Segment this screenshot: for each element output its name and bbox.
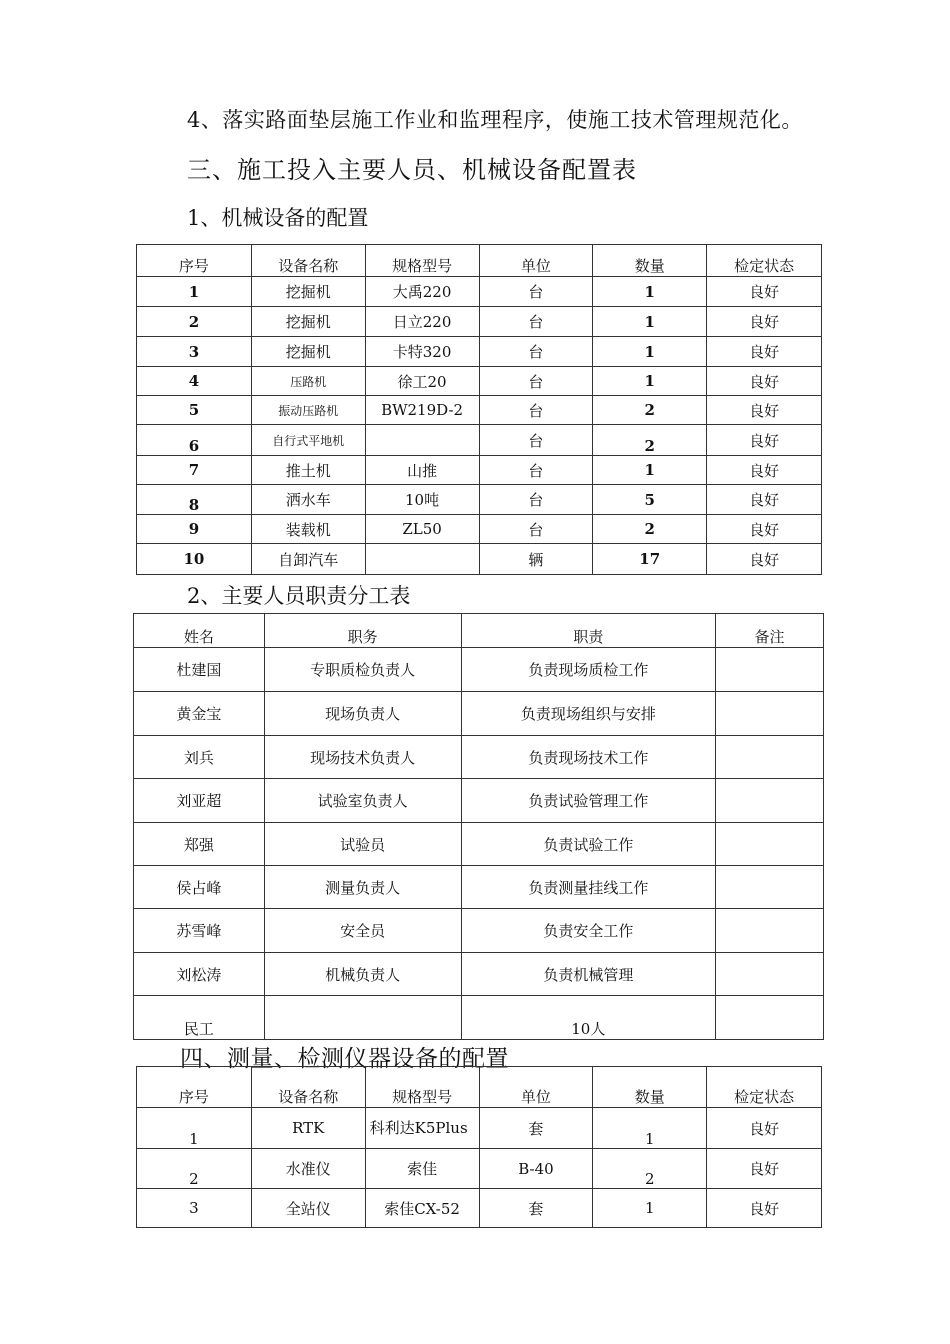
table-cell bbox=[716, 996, 824, 1040]
table-cell: 良好 bbox=[707, 337, 822, 367]
table-cell: 黄金宝 bbox=[134, 692, 265, 736]
subsection-2-title: 2、主要人员职责分工表 bbox=[187, 584, 411, 608]
equipment-table bbox=[136, 244, 822, 575]
table-cell: 现场负责人 bbox=[264, 692, 461, 736]
table-cell: 8 bbox=[137, 485, 252, 515]
table-cell: 挖掘机 bbox=[251, 337, 365, 367]
column-header: 数量 bbox=[593, 1067, 707, 1108]
table-header-row bbox=[134, 614, 824, 648]
table-cell: 洒水车 bbox=[251, 485, 365, 515]
table-cell: 现场技术负责人 bbox=[264, 736, 461, 779]
table-cell: 4 bbox=[137, 367, 252, 396]
section-4-title: 四、测量、检测仪器设备的配置 bbox=[180, 1046, 509, 1072]
table-row bbox=[134, 953, 824, 996]
table-cell: 良好 bbox=[707, 425, 822, 456]
table-row bbox=[134, 692, 824, 736]
table-cell: 卡特320 bbox=[365, 337, 479, 367]
table-cell: 负责试验工作 bbox=[461, 823, 716, 866]
column-header: 数量 bbox=[593, 245, 707, 277]
table-cell: 10人 bbox=[461, 996, 716, 1040]
table-row bbox=[134, 648, 824, 692]
table-cell: 1 bbox=[593, 307, 707, 337]
table-cell: 辆 bbox=[479, 544, 593, 575]
table-cell: 专职质检负责人 bbox=[264, 648, 461, 692]
table-cell: 1 bbox=[593, 277, 707, 307]
column-header: 职责 bbox=[461, 614, 716, 648]
table-cell: 1 bbox=[137, 1108, 252, 1149]
table-cell: 套 bbox=[479, 1108, 593, 1149]
table-row bbox=[137, 1149, 822, 1189]
table-cell: 负责试验管理工作 bbox=[461, 779, 716, 823]
table-cell: 台 bbox=[479, 307, 593, 337]
table-cell: 台 bbox=[479, 337, 593, 367]
table-cell: 3 bbox=[137, 337, 252, 367]
table-cell: 杜建国 bbox=[134, 648, 265, 692]
table-cell: 试验室负责人 bbox=[264, 779, 461, 823]
table-cell bbox=[716, 909, 824, 953]
column-header: 单位 bbox=[479, 245, 593, 277]
table-row bbox=[134, 779, 824, 823]
table-cell: 负责测量挂线工作 bbox=[461, 866, 716, 909]
table-cell: 良好 bbox=[707, 277, 822, 307]
table-cell: 2 bbox=[593, 396, 707, 425]
column-header: 备注 bbox=[716, 614, 824, 648]
table-cell: 负责机械管理 bbox=[461, 953, 716, 996]
table-cell: 山推 bbox=[365, 456, 479, 485]
table-cell bbox=[264, 996, 461, 1040]
table-row bbox=[134, 866, 824, 909]
table-cell: 台 bbox=[479, 456, 593, 485]
table-header-row bbox=[137, 1067, 822, 1108]
table-row bbox=[137, 485, 822, 515]
column-header: 设备名称 bbox=[251, 245, 365, 277]
table-cell: 2 bbox=[137, 307, 252, 337]
table-row bbox=[137, 1108, 822, 1149]
table-cell: 良好 bbox=[707, 515, 822, 544]
table-cell: 机械负责人 bbox=[264, 953, 461, 996]
table-cell: 1 bbox=[593, 456, 707, 485]
table-cell: 2 bbox=[593, 425, 707, 456]
table-cell: 2 bbox=[593, 515, 707, 544]
table-cell: 6 bbox=[137, 425, 252, 456]
column-header: 单位 bbox=[479, 1067, 593, 1108]
table-cell: 良好 bbox=[707, 1189, 822, 1228]
subsection-1-title: 1、机械设备的配置 bbox=[187, 206, 369, 230]
table-cell: 徐工20 bbox=[365, 367, 479, 396]
table-cell: 民工 bbox=[134, 996, 265, 1040]
table-cell: RTK bbox=[251, 1108, 365, 1149]
table-row bbox=[137, 307, 822, 337]
table-cell: 测量负责人 bbox=[264, 866, 461, 909]
table-cell: 2 bbox=[137, 1149, 252, 1189]
table-row bbox=[137, 515, 822, 544]
table-cell: 良好 bbox=[707, 485, 822, 515]
table-cell: 自行式平地机 bbox=[251, 425, 365, 456]
table-cell: 侯占峰 bbox=[134, 866, 265, 909]
table-cell: 刘亚超 bbox=[134, 779, 265, 823]
table-cell: 台 bbox=[479, 277, 593, 307]
table-cell: 试验员 bbox=[264, 823, 461, 866]
table-cell: 7 bbox=[137, 456, 252, 485]
table-cell: 台 bbox=[479, 485, 593, 515]
table-row bbox=[137, 367, 822, 396]
staff-table bbox=[133, 613, 824, 1040]
table-cell: 刘兵 bbox=[134, 736, 265, 779]
table-cell bbox=[716, 648, 824, 692]
column-header: 姓名 bbox=[134, 614, 265, 648]
table-cell bbox=[716, 953, 824, 996]
table-row bbox=[134, 823, 824, 866]
column-header: 序号 bbox=[137, 245, 252, 277]
table-cell: 安全员 bbox=[264, 909, 461, 953]
table-cell: 良好 bbox=[707, 396, 822, 425]
table-cell: 台 bbox=[479, 515, 593, 544]
table-cell: 索佳 bbox=[365, 1149, 479, 1189]
table-cell: 索佳CX-52 bbox=[365, 1189, 479, 1228]
table-cell: 大禹220 bbox=[365, 277, 479, 307]
table-cell: 台 bbox=[479, 425, 593, 456]
table-cell: 刘松涛 bbox=[134, 953, 265, 996]
table-cell bbox=[716, 736, 824, 779]
table-cell: 3 bbox=[137, 1189, 252, 1228]
table-row bbox=[137, 1189, 822, 1228]
table-cell: 负责现场组织与安排 bbox=[461, 692, 716, 736]
table-cell: 苏雪峰 bbox=[134, 909, 265, 953]
table-cell: B-40 bbox=[479, 1149, 593, 1189]
table-row bbox=[137, 544, 822, 575]
table-cell: 日立220 bbox=[365, 307, 479, 337]
column-header: 设备名称 bbox=[251, 1067, 365, 1108]
table-cell: 1 bbox=[593, 1189, 707, 1228]
table-cell: 科利达K5Plus bbox=[365, 1108, 479, 1149]
table-cell: 套 bbox=[479, 1189, 593, 1228]
table-cell: 水准仪 bbox=[251, 1149, 365, 1189]
table-cell: 郑强 bbox=[134, 823, 265, 866]
table-cell: 1 bbox=[593, 337, 707, 367]
table-cell bbox=[716, 692, 824, 736]
table-cell: 2 bbox=[593, 1149, 707, 1189]
table-cell: 全站仪 bbox=[251, 1189, 365, 1228]
table-cell: 5 bbox=[593, 485, 707, 515]
table-cell: 良好 bbox=[707, 367, 822, 396]
table-cell: 压路机 bbox=[251, 367, 365, 396]
table-cell: 台 bbox=[479, 367, 593, 396]
table-cell: 负责安全工作 bbox=[461, 909, 716, 953]
table-cell: 10吨 bbox=[365, 485, 479, 515]
table-row bbox=[137, 396, 822, 425]
table-cell: 推土机 bbox=[251, 456, 365, 485]
table-row bbox=[134, 909, 824, 953]
table-cell: BW219D-2 bbox=[365, 396, 479, 425]
table-cell bbox=[365, 425, 479, 456]
column-header: 序号 bbox=[137, 1067, 252, 1108]
table-row bbox=[134, 736, 824, 779]
table-cell: 10 bbox=[137, 544, 252, 575]
table-cell: 良好 bbox=[707, 456, 822, 485]
table-row bbox=[137, 277, 822, 307]
table-row bbox=[137, 425, 822, 456]
table-cell: 负责现场技术工作 bbox=[461, 736, 716, 779]
column-header: 职务 bbox=[264, 614, 461, 648]
table-cell: 1 bbox=[137, 277, 252, 307]
table-row bbox=[134, 996, 824, 1040]
column-header: 检定状态 bbox=[707, 245, 822, 277]
table-cell bbox=[716, 779, 824, 823]
table-cell bbox=[716, 866, 824, 909]
table-header-row bbox=[137, 245, 822, 277]
table-cell: 挖掘机 bbox=[251, 277, 365, 307]
table-cell: 装载机 bbox=[251, 515, 365, 544]
instruments-table bbox=[136, 1066, 822, 1228]
table-cell: 负责现场质检工作 bbox=[461, 648, 716, 692]
table-row bbox=[137, 456, 822, 485]
table-cell: 良好 bbox=[707, 1149, 822, 1189]
table-cell: 良好 bbox=[707, 1108, 822, 1149]
table-cell: 良好 bbox=[707, 307, 822, 337]
table-cell: ZL50 bbox=[365, 515, 479, 544]
table-cell: 自卸汽车 bbox=[251, 544, 365, 575]
column-header: 规格型号 bbox=[365, 1067, 479, 1108]
table-cell: 台 bbox=[479, 396, 593, 425]
table-cell bbox=[716, 823, 824, 866]
table-cell: 1 bbox=[593, 367, 707, 396]
table-cell: 9 bbox=[137, 515, 252, 544]
table-cell: 挖掘机 bbox=[251, 307, 365, 337]
paragraph-item-4: 4、落实路面垫层施工作业和监理程序，使施工技术管理规范化。 bbox=[187, 108, 803, 132]
table-cell: 17 bbox=[593, 544, 707, 575]
section-3-title: 三、施工投入主要人员、机械设备配置表 bbox=[187, 156, 637, 184]
table-cell: 1 bbox=[593, 1108, 707, 1149]
table-cell: 振动压路机 bbox=[251, 396, 365, 425]
table-cell: 良好 bbox=[707, 544, 822, 575]
table-cell bbox=[365, 544, 479, 575]
column-header: 规格型号 bbox=[365, 245, 479, 277]
column-header: 检定状态 bbox=[707, 1067, 822, 1108]
table-row bbox=[137, 337, 822, 367]
table-cell: 5 bbox=[137, 396, 252, 425]
